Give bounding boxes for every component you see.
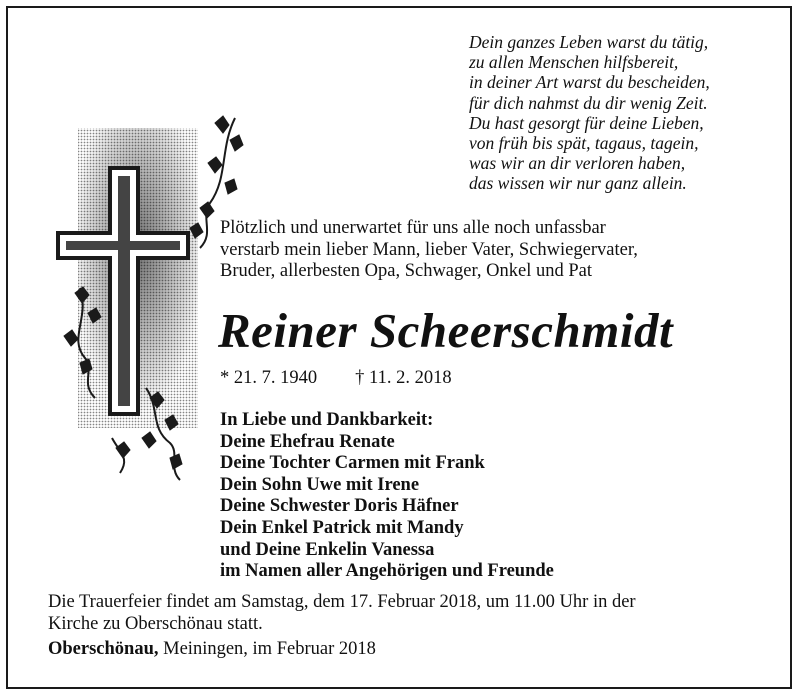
memorial-poem (469, 32, 779, 194)
life-dates (220, 368, 452, 389)
intro-line: Bruder, allerbesten Opa, Schwager, Onkel und Pat (220, 261, 593, 281)
intro-text (220, 218, 780, 283)
death-date: † 11. 2. 2018 (355, 368, 452, 388)
poem-line: für dich nahmst du dir wenig Zeit. (469, 92, 708, 113)
intro-line: Plötzlich und unerwartet für uns alle noch unfassbar (220, 218, 606, 238)
birth-date: * 21. 7. 1940 (220, 368, 318, 388)
poem-line: Dein ganzes Leben warst du tätig, (469, 32, 709, 52)
funeral-info (48, 592, 768, 635)
mourner-line: im Namen aller Angehörigen und Freunde (220, 561, 554, 582)
funeral-line: Die Trauerfeier findet am Samstag, dem 17. Februar 2018, um 11.00 Uhr in der (48, 592, 636, 612)
place-town: Oberschönau, (48, 639, 159, 659)
intro-line: verstarb mein lieber Mann, lieber Vater, Schwiegervater, (220, 239, 638, 260)
place-rest: Meiningen, im Februar 2018 (158, 639, 376, 659)
mourner-line: Deine Schwester Doris Häfner (220, 496, 459, 517)
mourner-line: und Deine Enkelin Vanessa (220, 539, 435, 560)
funeral-line: Kirche zu Oberschönau statt. (48, 613, 263, 634)
poem-line: das wissen wir nur ganz allein. (469, 173, 687, 194)
poem-line: zu allen Menschen hilfsbereit, (469, 52, 679, 73)
poem-line: von früh bis spät, tagaus, tagein, (469, 133, 699, 154)
poem-line: in deiner Art warst du bescheiden, (469, 72, 710, 93)
mourner-line: Deine Tochter Carmen mit Frank (220, 453, 485, 474)
mourners-heading: In Liebe und Dankbarkeit: (220, 410, 434, 430)
poem-line: Du hast gesorgt für deine Lieben, (469, 112, 704, 133)
mourners-list (220, 410, 554, 583)
mourner-line: Dein Sohn Uwe mit Irene (220, 474, 420, 495)
place-date (48, 639, 376, 660)
mourner-line: Dein Enkel Patrick mit Mandy (220, 517, 464, 538)
mourner-line: Deine Ehefrau Renate (220, 431, 395, 452)
deceased-name: Reiner Scheerschmidt (218, 303, 674, 358)
poem-line: was wir an dir verloren haben, (469, 153, 686, 174)
